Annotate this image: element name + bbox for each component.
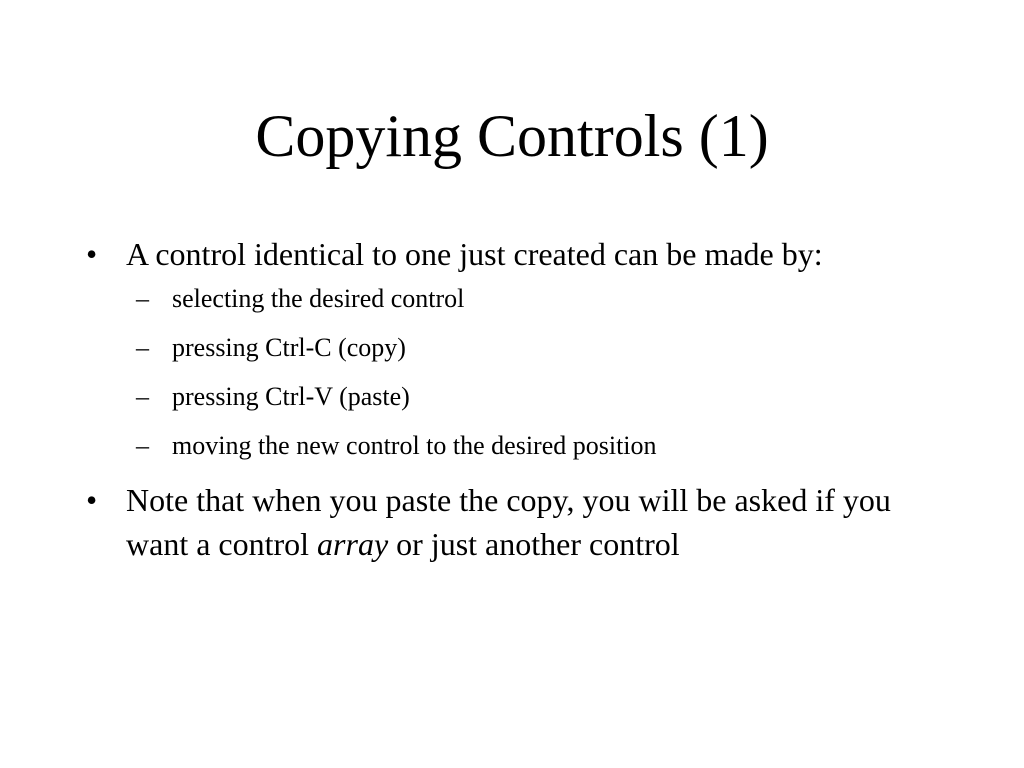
bullet-item-2 [84,478,944,566]
sub-bullet-item-1 [126,282,944,316]
sub-bullet-list [126,282,944,463]
bullet-text: A control identical to one just created can be made by: [126,236,823,272]
dash-marker: – [136,284,149,313]
dash-marker: – [136,431,149,460]
sub-bullet-text: pressing Ctrl-C (copy) [172,333,406,362]
sub-bullet-text: moving the new control to the desired position [172,431,657,460]
slide-title: Copying Controls (1) [255,103,769,169]
sub-bullet-item-3 [126,380,944,414]
bullet-list [84,232,944,572]
dash-marker: – [136,382,149,411]
bullet-text-italic: array [317,526,389,562]
sub-bullet-item-4 [126,429,944,463]
dash-marker: – [136,333,149,362]
bullet-text-before: Note that when you paste the copy, you will be asked if you want a control [126,482,891,562]
bullet-item-1 [84,232,944,463]
bullet-marker: • [86,482,98,518]
sub-bullet-text: pressing Ctrl-V (paste) [172,382,410,411]
sub-bullet-item-2 [126,331,944,365]
bullet-marker: • [86,236,98,272]
bullet-text-after: or just another control [388,526,680,562]
sub-bullet-text: selecting the desired control [172,284,465,313]
